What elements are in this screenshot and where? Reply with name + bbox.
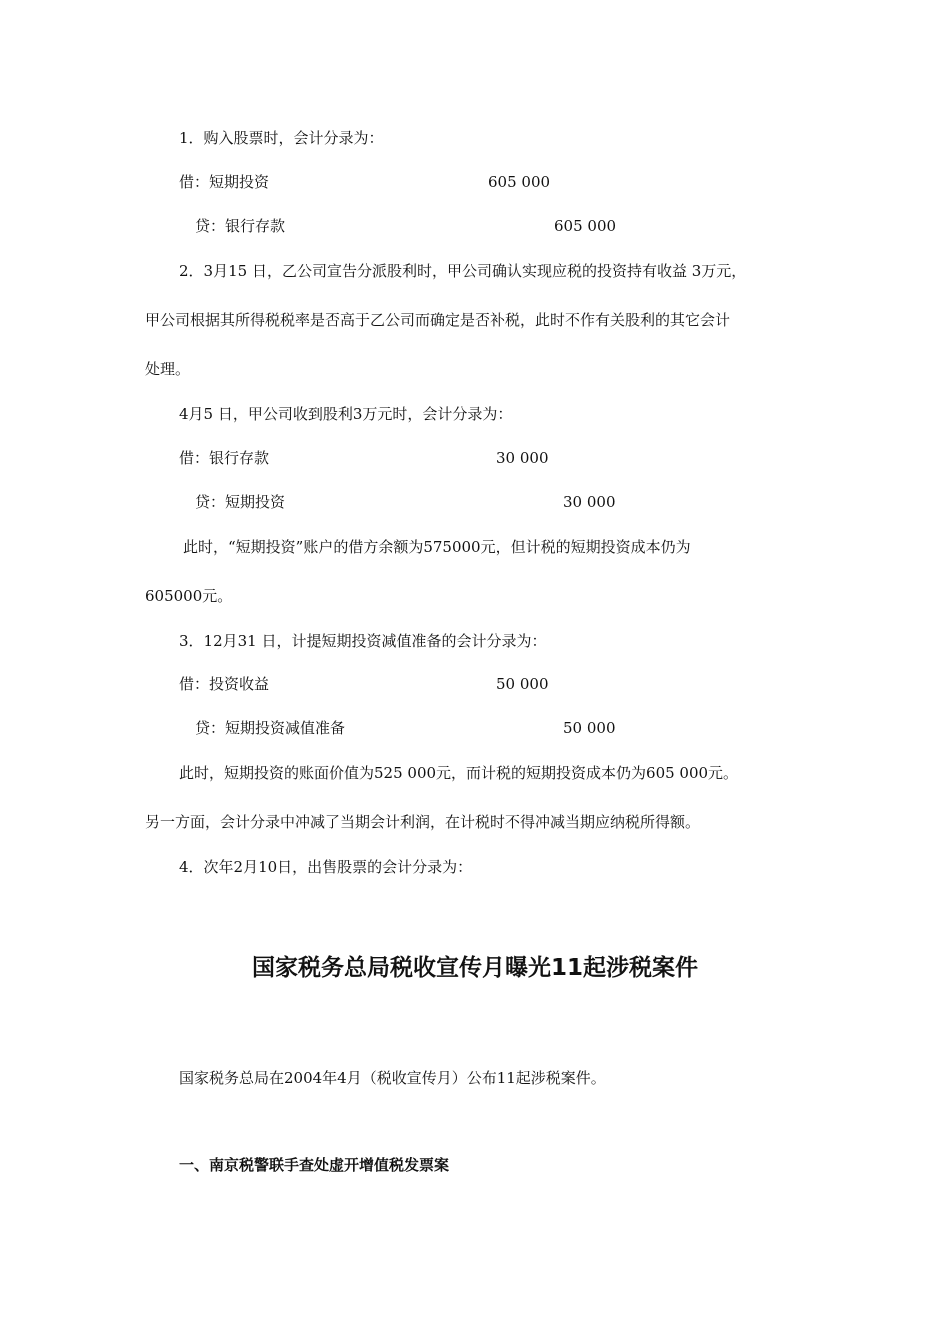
debit-entry-amount: 605 000 (488, 173, 551, 191)
credit-entry-label: 贷：银行存款 (195, 217, 286, 235)
apr-5-paragraph: 4月5 日，甲公司收到股利3万元时，会计分录为： (179, 405, 513, 423)
article-intro: 国家税务总局在2004年4月（税收宣传月）公布11起涉税案件。 (179, 1069, 606, 1087)
step-3: 3．12月31 日，计提短期投资减值准备的会计分录为： (179, 632, 547, 650)
step-2-line-3: 处理。 (145, 360, 191, 378)
debit-entry-amount: 30 000 (496, 449, 549, 467)
step-4: 4．次年2月10日，出售股票的会计分录为： (179, 858, 473, 876)
debit-entry-label: 借：投资收益 (179, 675, 270, 693)
step-1: 1．购入股票时，会计分录为： (179, 129, 384, 147)
article-title: 国家税务总局税收宣传月曝光11起涉税案件 (251, 955, 698, 981)
debit-entry-amount: 50 000 (496, 675, 549, 693)
credit-entry-amount: 605 000 (554, 217, 617, 235)
note-1-line-2: 605000元。 (145, 587, 233, 605)
credit-entry-amount: 50 000 (563, 719, 616, 737)
step-2-line-1: 2．3月15 日，乙公司宣告分派股利时，甲公司确认实现应税的投资持有收益 3万元， (179, 262, 747, 280)
credit-entry-label: 贷：短期投资 (195, 493, 286, 511)
note-2-line-2: 另一方面，会计分录中冲减了当期会计利润，在计税时不得冲减当期应纳税所得额。 (145, 813, 701, 831)
step-2-line-2: 甲公司根据其所得税税率是否高于乙公司而确定是否补税，此时不作有关股利的其它会计 (145, 311, 731, 329)
case-1-heading: 一、南京税警联手查处虚开增值税发票案 (179, 1156, 450, 1174)
credit-entry-amount: 30 000 (563, 493, 616, 511)
debit-entry-label: 借：短期投资 (179, 173, 270, 191)
debit-entry-label: 借：银行存款 (179, 449, 270, 467)
note-1-line-1: 此时，“短期投资”账户的借方余额为575000元，但计税的短期投资成本仍为 (183, 538, 691, 556)
note-2-line-1: 此时，短期投资的账面价值为525 000元，而计税的短期投资成本仍为605 000元。 (179, 764, 739, 782)
credit-entry-label: 贷：短期投资减值准备 (195, 719, 346, 737)
